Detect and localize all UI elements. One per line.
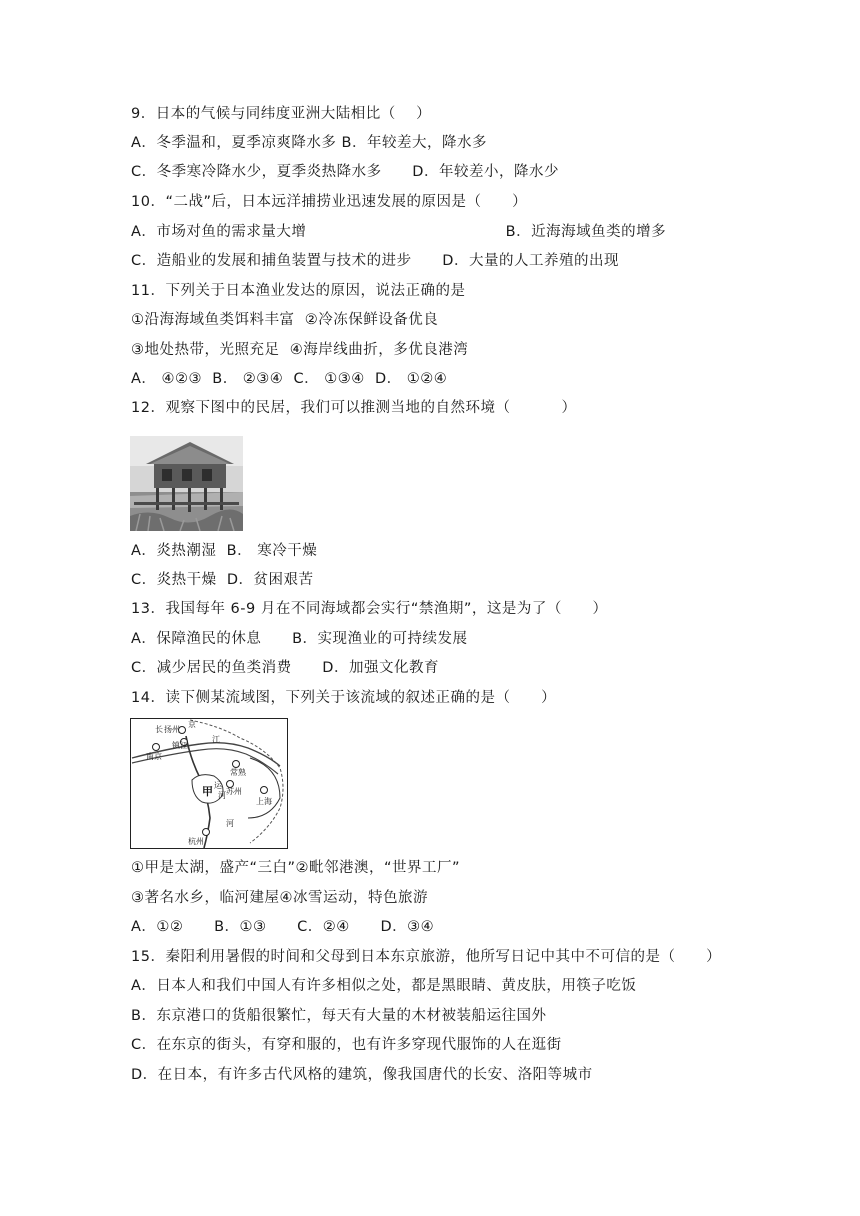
stilt-house-photo — [130, 436, 243, 531]
question-options: C．造船业的发展和捕鱼装置与技术的进步 D．大量的人工养殖的出现 — [131, 253, 619, 269]
question-stem: 15．秦阳利用暑假的时间和父母到日本东京旅游，他所写日记中其中不可信的是（ ） — [131, 949, 722, 965]
map-label-jia: 甲 — [202, 785, 213, 798]
question-options: A．冬季温和，夏季凉爽降水多 B．年较差大，降水多 — [131, 135, 487, 151]
map-label-chang: 长 — [155, 725, 163, 734]
question-option-c: C．在东京的街头，有穿和服的，也有许多穿现代服饰的人在逛街 — [131, 1037, 562, 1053]
question-options: A．炎热潮湿 B． 寒冷干燥 — [131, 543, 318, 559]
question-options: A．保障渔民的休息 B．实现渔业的可持续发展 — [131, 631, 468, 647]
map-label-he2: 河 — [226, 819, 234, 828]
map-label-jiang: 江 — [212, 735, 220, 744]
question-stem: 14．读下侧某流域图，下列关于该流域的叙述正确的是（ ） — [131, 690, 557, 706]
question-option-a: A．日本人和我们中国人有许多相似之处，都是黑眼睛、黄皮肤，用筷子吃饭 — [131, 978, 637, 994]
question-options: C．炎热干燥 D．贫困艰苦 — [131, 572, 314, 588]
map-label-shanghai: 上海 — [256, 797, 272, 806]
map-label-suzhou: 苏州 — [226, 787, 242, 796]
map-label-nanjing: 南京 — [146, 752, 162, 761]
question-options: A． ④②③ B． ②③④ C． ①③④ D． ①②④ — [131, 371, 448, 387]
question-stem: 11．下列关于日本渔业发达的原因，说法正确的是 — [131, 283, 466, 299]
question-items: ①甲是太湖，盛产“三白”②毗邻港澳，“世界工厂” — [131, 860, 461, 876]
question-option-d: D．在日本，有许多古代风格的建筑，像我国唐代的长安、洛阳等城市 — [131, 1067, 593, 1083]
question-stem: 13．我国每年 6-9 月在不同海域都会实行“禁渔期”，这是为了（ ） — [131, 601, 608, 617]
question-stem: 9．日本的气候与同纬度亚洲大陆相比（ ） — [131, 106, 432, 122]
question-stem: 12．观察下图中的民居，我们可以推测当地的自然环境（ ） — [131, 400, 577, 416]
map-label-yun: 运 — [214, 781, 222, 790]
question-options: A．市场对鱼的需求量大增 B．近海海域鱼类的增多 — [131, 224, 667, 240]
question-stem: 10．“二战”后，日本远洋捕捞业迅速发展的原因是（ ） — [131, 194, 528, 210]
question-items: ③地处热带，光照充足 ④海岸线曲折，多优良港湾 — [131, 342, 469, 358]
question-option-b: B．东京港口的货船很繁忙，每天有大量的木材被装船运往国外 — [131, 1008, 547, 1024]
map-label-hangzhou: 杭州 — [188, 837, 204, 846]
map-label-zhenjiang: 镇江 — [172, 741, 188, 750]
question-options: C．减少居民的鱼类消费 D．加强文化教育 — [131, 660, 439, 676]
question-options: C．冬季寒冷降水少，夏季炎热降水多 D．年较差小，降水少 — [131, 164, 559, 180]
question-items: ①沿海海域鱼类饵料丰富 ②冷冻保鲜设备优良 — [131, 312, 439, 328]
map-label-jing: 京 — [188, 720, 196, 729]
map-label-he: 河 — [218, 791, 226, 800]
river-basin-map — [130, 718, 288, 849]
question-options: A．①② B．①③ C．②④ D．③④ — [131, 919, 435, 935]
map-label-changshu: 常熟 — [230, 768, 246, 777]
map-label-yangzhou: 扬州 — [164, 725, 180, 734]
question-items: ③著名水乡，临河建屋④冰雪运动，特色旅游 — [131, 890, 428, 906]
